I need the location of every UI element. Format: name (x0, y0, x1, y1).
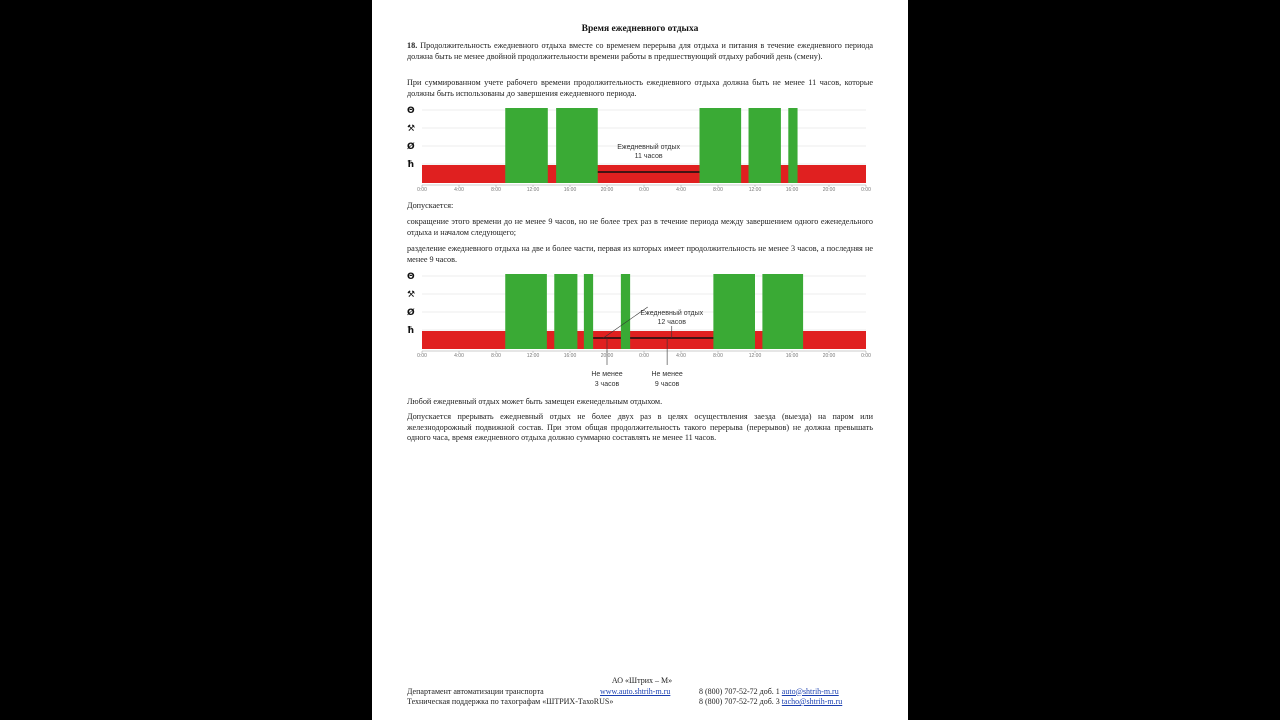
footer-phone2: 8 (800) 707-52-72 доб. 3 (699, 697, 780, 706)
annotation-value: 12 часов (657, 319, 686, 326)
bed-icon: ħ (407, 326, 415, 336)
footer-site-link[interactable]: www.auto.shtrih-m.ru (600, 686, 671, 696)
rest-chart-11h (402, 103, 882, 195)
footer-phone1: 8 (800) 707-52-72 доб. 1 (699, 686, 780, 696)
annotation-label: Ежедневный отдых (640, 310, 704, 317)
x-tick-label: 4:00 (676, 187, 686, 193)
page-title: Время ежедневного отдыха (581, 24, 699, 34)
x-tick-label: 20:00 (822, 187, 836, 193)
footer-email1-link[interactable]: auto@shtrih-m.ru (781, 686, 839, 696)
x-tick-label: 20:00 (822, 353, 836, 359)
x-tick-label: 4:00 (454, 187, 464, 193)
hammers-icon: ⚒ (407, 124, 416, 134)
steering-wheel-icon: Θ (407, 272, 415, 282)
driving-block (505, 274, 547, 349)
x-tick-label: 4:00 (454, 353, 464, 359)
x-tick-label: 8:00 (491, 187, 501, 193)
timeline-svg (402, 103, 882, 195)
paragraph-18-text: Продолжительность ежедневного отдыха вместе со временем перерыва для отдыха и питания в течение ежедневного периода должна быть не менее двойной продолжительности времени работы в предшествующий отдыху рабочий день (смену). (407, 41, 873, 61)
callout-value: 9 часов (654, 381, 680, 388)
driving-block (749, 108, 781, 183)
footer-support: Техническая поддержка по тахографам «ШТРИХ-ТахоRUS» (407, 697, 614, 706)
driving-block (713, 274, 755, 349)
x-tick-label: 12:00 (748, 187, 762, 193)
x-tick-label: 16:00 (785, 353, 799, 359)
annotation-label: Ежедневный отдых (617, 144, 680, 151)
paragraph-weekly: Любой ежедневный отдых может быть замещен еженедельным отдыхом. (407, 397, 663, 406)
x-tick-label: 0:00 (639, 187, 649, 193)
footer-dept: Департамент автоматизации транспорта (407, 686, 544, 696)
driving-block (788, 108, 797, 183)
paragraph-ferry: Допускается прерывать ежедневный отдых не более двух раз в целях осуществления заезда (выезда) на паром или железнодорожный подвижной состав. При этом общая продолжительность такого перерыва (перерывов) не должна превышать одного часа, время ежедневного отдыха должно суммарно составлять не менее 11 часов. (407, 412, 873, 442)
page-footer (407, 676, 877, 708)
driving-block (554, 274, 577, 349)
paragraph-18 (407, 41, 873, 62)
x-tick-label: 20:00 (600, 353, 614, 359)
timeline-svg (402, 269, 882, 391)
driving-block (584, 274, 593, 349)
steering-wheel-icon: Θ (407, 106, 415, 116)
annotation-value: 11 часов (634, 153, 663, 160)
x-tick-label: 8:00 (491, 353, 501, 359)
x-tick-label: 16:00 (563, 187, 577, 193)
paragraph-allowed: Допускается: (407, 201, 454, 210)
paragraph-reduction: сокращение этого времени до не менее 9 часов, но не более трех раз в течение периода между завершением одного еженедельного отдыха и началом следующего; (407, 217, 873, 237)
x-tick-label: 16:00 (563, 353, 577, 359)
driving-block (762, 274, 803, 349)
rest-chart-split (402, 269, 882, 391)
x-tick-label: 0:00 (417, 353, 427, 359)
x-tick-label: 16:00 (785, 187, 799, 193)
x-tick-label: 0:00 (861, 353, 871, 359)
driving-block (505, 108, 548, 183)
x-tick-label: 0:00 (861, 187, 871, 193)
rest-band (422, 165, 866, 183)
x-tick-label: 8:00 (713, 353, 723, 359)
driving-block (621, 274, 630, 349)
x-tick-label: 12:00 (526, 353, 540, 359)
x-tick-label: 12:00 (526, 187, 540, 193)
callout-label: Не менее (651, 371, 683, 378)
x-tick-label: 20:00 (600, 187, 614, 193)
x-tick-label: 12:00 (748, 353, 762, 359)
callout-label: Не менее (591, 371, 623, 378)
availability-icon: Ø (407, 308, 415, 318)
paragraph-split: разделение ежедневного отдыха на две и более части, первая из которых имеет продолжительность не менее 3 часов, а последняя не менее 9 часов. (407, 244, 873, 264)
paragraph-summarized: При суммированном учете рабочего времени продолжительность ежедневного отдыха должна быть не менее 11 часов, которые должны быть использованы до завершения ежедневного периода. (407, 78, 873, 98)
x-tick-label: 8:00 (713, 187, 723, 193)
footer-company: АО «Штрих – М» (611, 676, 673, 685)
footer-email2-link[interactable]: tacho@shtrih-m.ru (781, 697, 843, 706)
paragraph-number: 18. (407, 41, 418, 50)
callout-value: 3 часов (594, 381, 620, 388)
x-tick-label: 4:00 (676, 353, 686, 359)
x-tick-label: 0:00 (417, 187, 427, 193)
availability-icon: Ø (407, 142, 415, 152)
driving-block (556, 108, 598, 183)
document-page (372, 0, 908, 720)
driving-block (700, 108, 742, 183)
bed-icon: ħ (407, 160, 415, 170)
x-tick-label: 0:00 (639, 353, 649, 359)
hammers-icon: ⚒ (407, 290, 416, 300)
